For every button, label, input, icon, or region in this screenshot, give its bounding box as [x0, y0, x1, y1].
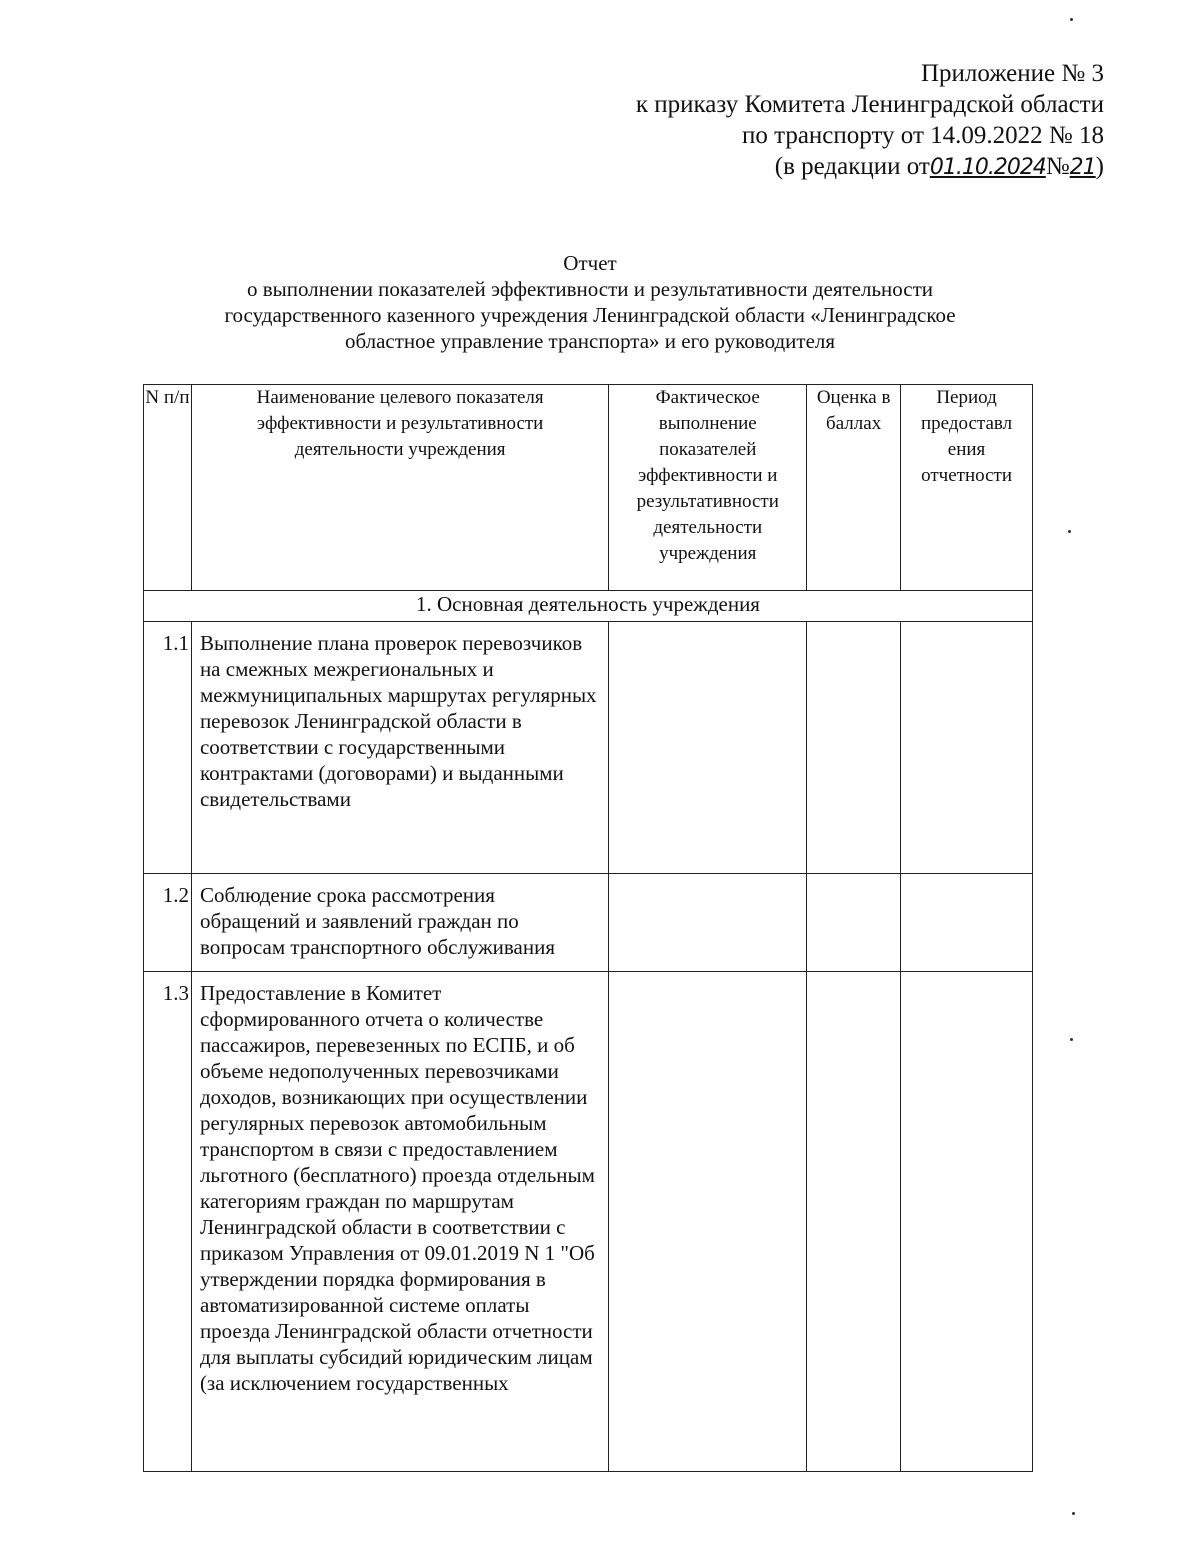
appendix-revision: [636, 151, 1104, 183]
row-period: [901, 874, 1033, 972]
title-line-1: Отчет: [563, 251, 617, 275]
header-name: Наименование целевого показателя эффективности и результативности деятельности учреждения: [191, 385, 608, 591]
revision-number-handwritten: 21: [1069, 155, 1096, 180]
scan-speck: [1070, 1038, 1073, 1041]
row-actual: [609, 874, 807, 972]
section-row: [144, 591, 1033, 622]
row-period: [901, 972, 1033, 1472]
table-row: [144, 972, 1033, 1472]
revision-date-handwritten: 01.10.2024: [929, 155, 1046, 180]
row-score: [807, 622, 901, 874]
revision-suffix: ): [1095, 153, 1104, 180]
report-title: [150, 250, 1030, 354]
header-num: N п/п: [144, 385, 192, 591]
table-row: [144, 874, 1033, 972]
appendix-order-date: по транспорту от 14.09.2022 № 18: [741, 122, 1104, 149]
title-line-3: государственного казенного учреждения Ленинградской области «Ленинградское: [224, 303, 956, 327]
header-period: Период предоставл ения отчетности: [901, 385, 1033, 591]
table-row: [144, 622, 1033, 874]
appendix-header: [636, 58, 1104, 183]
title-line-4: областное управление транспорта» и его руководителя: [344, 329, 836, 353]
appendix-order-ref: к приказу Комитета Ленинградской области: [635, 91, 1104, 118]
row-num: 1.3: [144, 972, 192, 1472]
row-period: [901, 622, 1033, 874]
section-title: 1. Основная деятельность учреждения: [144, 591, 1033, 622]
row-actual: [609, 972, 807, 1472]
row-name: Соблюдение срока рассмотрения обращений и заявлений граждан по вопросам транспортного обслуживания: [191, 874, 608, 972]
row-name: Предоставление в Комитет сформированного отчета о количестве пассажиров, перевезенных по ЕСПБ, и об объеме недополученных перевозчиками доходов, возникающих при осуществлении регулярных перевозок автомобильным транспортом в связи с предоставлением льготного (бесплатного) проезда отдельным категориям граждан по маршрутам Ленинградской области в соответствии с приказом Управления от 09.01.2019 N 1 "Об утверждении порядка формирования в автоматизированной системе оплаты проезда Ленинградской области отчетности для выплаты субсидий юридическим лицам (за исключением государственных: [191, 972, 608, 1472]
row-name: Выполнение плана проверок перевозчиков на смежных межрегиональных и межмуниципальных маршрутах регулярных перевозок Ленинградской области в соответствии с государственными контрактами (договорами) и выданными свидетельствами: [191, 622, 608, 874]
table-header-row: [144, 385, 1033, 591]
indicators-table: [143, 384, 1033, 1472]
row-actual: [609, 622, 807, 874]
row-num: 1.2: [144, 874, 192, 972]
appendix-number: Приложение № 3: [920, 60, 1104, 87]
header-actual: Фактическое выполнение показателей эффективности и результативности деятельности учреждения: [609, 385, 807, 591]
scan-speck: [1070, 18, 1073, 21]
header-score: Оценка в баллах: [807, 385, 901, 591]
title-line-2: о выполнении показателей эффективности и результативности деятельности: [246, 277, 934, 301]
revision-no-label: №: [1045, 153, 1070, 180]
scan-speck: [1068, 530, 1071, 533]
row-score: [807, 874, 901, 972]
row-num: 1.1: [144, 622, 192, 874]
revision-prefix: (в редакции от: [774, 153, 930, 180]
scan-speck: [1072, 1512, 1075, 1515]
row-score: [807, 972, 901, 1472]
